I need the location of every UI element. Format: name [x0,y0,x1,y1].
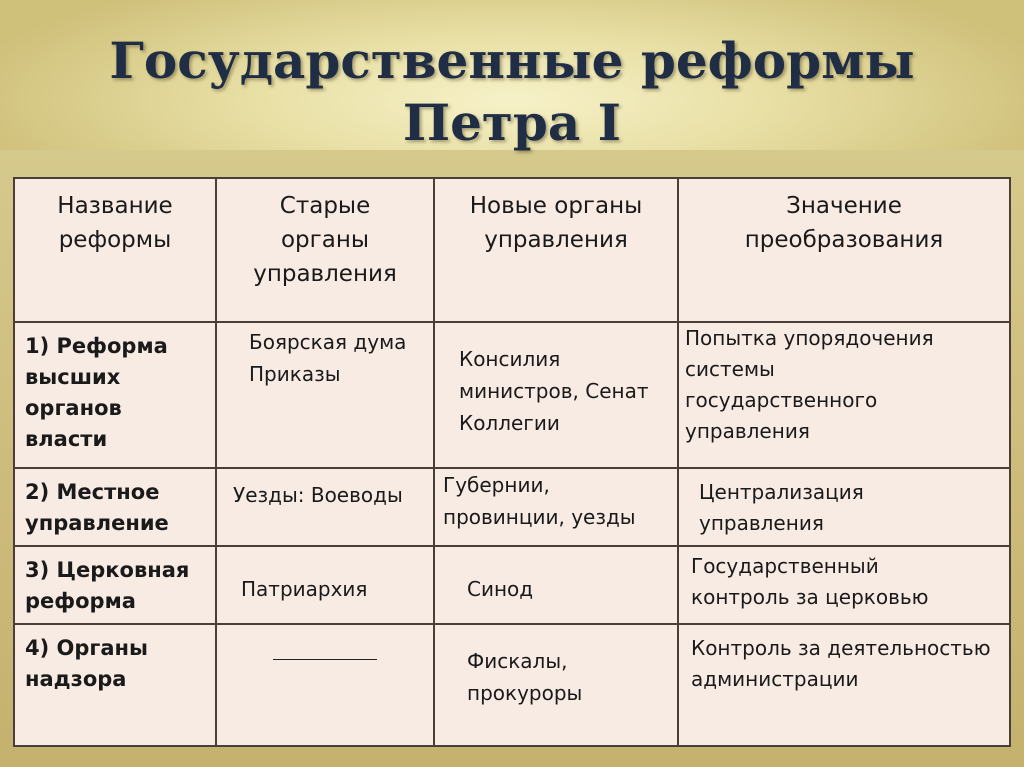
new-bodies-cell [434,546,678,624]
reform-name-cell: 4) Органы надзора [14,624,216,746]
table-header-row [14,178,1010,322]
header-old-bodies: Старые органы управления [216,178,434,322]
meaning-line: Контроль за деятельностью [691,636,991,660]
meaning-line: Централизация [699,480,864,504]
new-bodies-cell [434,322,678,468]
new-body: Консилия [459,347,561,371]
meaning-line: управления [699,511,824,535]
table-row [14,468,1010,546]
old-body: Патриархия [241,577,368,601]
old-bodies-cell [216,624,434,746]
new-body: прокуроры [467,681,583,705]
new-body: провинции, уезды [443,505,636,529]
reform-name-cell: 3) Церковная реформа [14,546,216,624]
page-title [0,30,1024,154]
header-reform-name: Название реформы [14,178,216,322]
old-bodies-cell [216,322,434,468]
meaning-line: Попытка упорядочения [685,326,934,350]
new-body: Фискалы, [467,649,568,673]
old-bodies-cell [216,468,434,546]
reforms-table [13,177,1011,747]
meaning-line: государственного [685,388,878,412]
title-line-1: Государственные реформы [109,31,915,90]
table-row [14,546,1010,624]
meaning-line: Государственный [691,554,879,578]
new-body: министров, Сенат [459,379,649,403]
old-body: Боярская дума [249,330,407,354]
new-body: Синод [467,577,534,601]
header-meaning: Значение преобразования [678,178,1010,322]
meaning-line: контроль за церковью [691,585,929,609]
meaning-cell [678,546,1010,624]
meaning-cell [678,468,1010,546]
table-row [14,624,1010,746]
meaning-cell [678,322,1010,468]
header-new-bodies: Новые органы управления [434,178,678,322]
reform-name-cell: 1) Реформа высших органов власти [14,322,216,468]
old-body: Уезды: Воеводы [233,483,403,507]
meaning-line: администрации [691,667,859,691]
new-bodies-cell [434,468,678,546]
table-row [14,322,1010,468]
old-bodies-cell [216,546,434,624]
meaning-line: управления [685,419,810,443]
meaning-line: системы [685,357,775,381]
empty-value-dash [273,659,377,660]
new-body: Коллегии [459,411,560,435]
new-body: Губернии, [443,473,550,497]
reform-name-cell: 2) Местное управление [14,468,216,546]
new-bodies-cell [434,624,678,746]
title-line-2: Петра I [402,93,622,152]
old-body: Приказы [249,362,341,386]
meaning-cell [678,624,1010,746]
